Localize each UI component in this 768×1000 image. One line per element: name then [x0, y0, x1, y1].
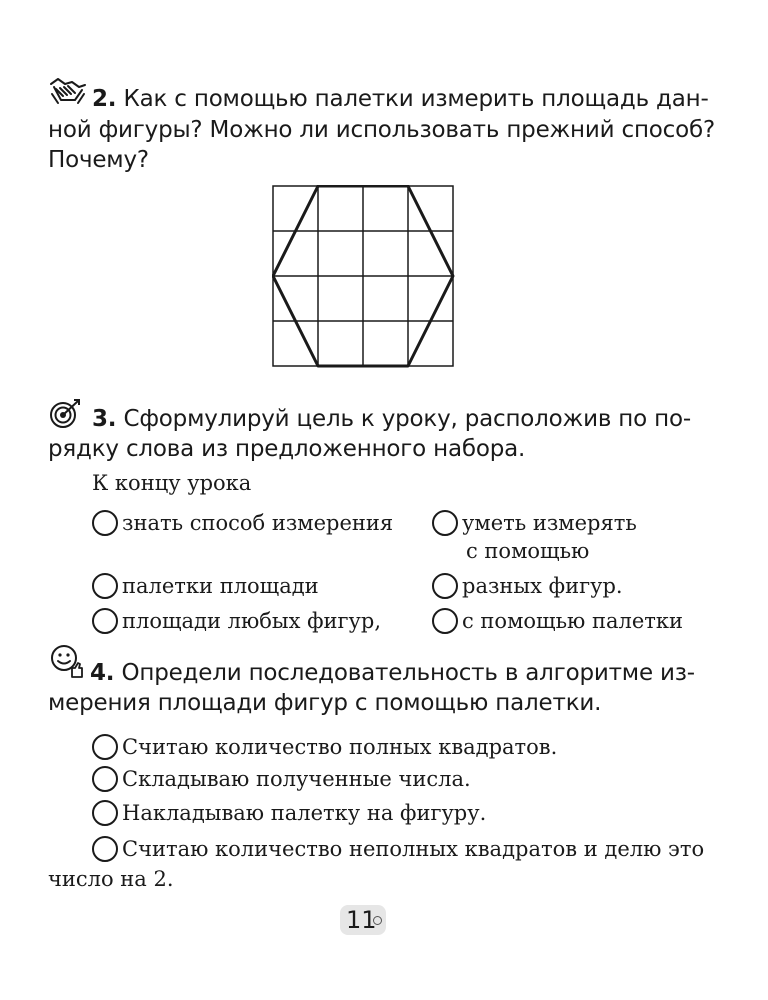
task-2-number: 2.: [92, 86, 117, 112]
task-3-text-line-2: рядку слова из предложенного набора.: [48, 436, 526, 462]
option-right-1-continuation: с помощью: [466, 539, 590, 563]
answer-circle[interactable]: [92, 734, 118, 760]
palette-grid-figure: [272, 185, 456, 369]
option-right-1-label: уметь измерять: [462, 510, 637, 535]
answer-circle[interactable]: [432, 608, 458, 634]
task-2-text-line-1: Как с помощью палетки измерить площадь дан-: [123, 86, 709, 112]
option-right-2[interactable]: [432, 569, 623, 601]
task-3-intro: К концу урока: [92, 471, 252, 495]
answer-circle[interactable]: [92, 800, 118, 826]
task-2-text-line-3: Почему?: [48, 147, 149, 173]
page-number-badge: [340, 905, 386, 935]
task-3-number: 3.: [92, 406, 117, 432]
answer-circle[interactable]: [432, 510, 458, 536]
target-icon: [48, 398, 82, 430]
option-right-3[interactable]: [432, 604, 683, 636]
step-4-continuation: число на 2.: [48, 867, 174, 891]
task-4-text-line-1: Определи последовательность в алгоритме из-: [121, 660, 695, 686]
step-1[interactable]: [92, 730, 557, 762]
option-left-1[interactable]: [92, 506, 393, 538]
step-4[interactable]: [92, 832, 704, 864]
task-4-text-line-2: мерения площади фигур с помощью палетки.: [48, 690, 602, 716]
step-2-label: Складываю полученные числа.: [122, 766, 471, 791]
option-right-2-label: разных фигур.: [462, 573, 623, 598]
step-3-label: Накладываю палетку на фигуру.: [122, 800, 487, 825]
option-left-2-label: палетки площади: [122, 573, 319, 598]
page-number-ring-icon: [373, 916, 382, 925]
option-right-1[interactable]: [432, 506, 637, 538]
answer-circle[interactable]: [92, 573, 118, 599]
answer-circle[interactable]: [92, 766, 118, 792]
option-left-3-label: площади любых фигур,: [122, 608, 382, 633]
handshake-icon: [48, 76, 88, 106]
task-3-text-line-1: Сформулируй цель к уроку, расположив по по-: [123, 406, 691, 432]
option-left-3[interactable]: [92, 604, 381, 636]
option-left-2[interactable]: [92, 569, 319, 601]
step-2[interactable]: [92, 762, 471, 794]
task-4-number: 4.: [90, 660, 115, 686]
option-left-1-label: знать способ измерения: [122, 510, 394, 535]
task-2-text-line-2: ной фигуры? Можно ли использовать прежний способ?: [48, 117, 715, 143]
answer-circle[interactable]: [432, 573, 458, 599]
smiley-thumbs-up-icon: [48, 644, 84, 678]
step-4-label: Считаю количество неполных квадратов и делю это: [122, 836, 705, 861]
answer-circle[interactable]: [92, 510, 118, 536]
answer-circle[interactable]: [92, 836, 118, 862]
step-1-label: Считаю количество полных квадратов.: [122, 734, 558, 759]
step-3[interactable]: [92, 796, 486, 828]
option-right-3-label: с помощью палетки: [462, 608, 683, 633]
page-number: 11: [346, 906, 377, 934]
answer-circle[interactable]: [92, 608, 118, 634]
